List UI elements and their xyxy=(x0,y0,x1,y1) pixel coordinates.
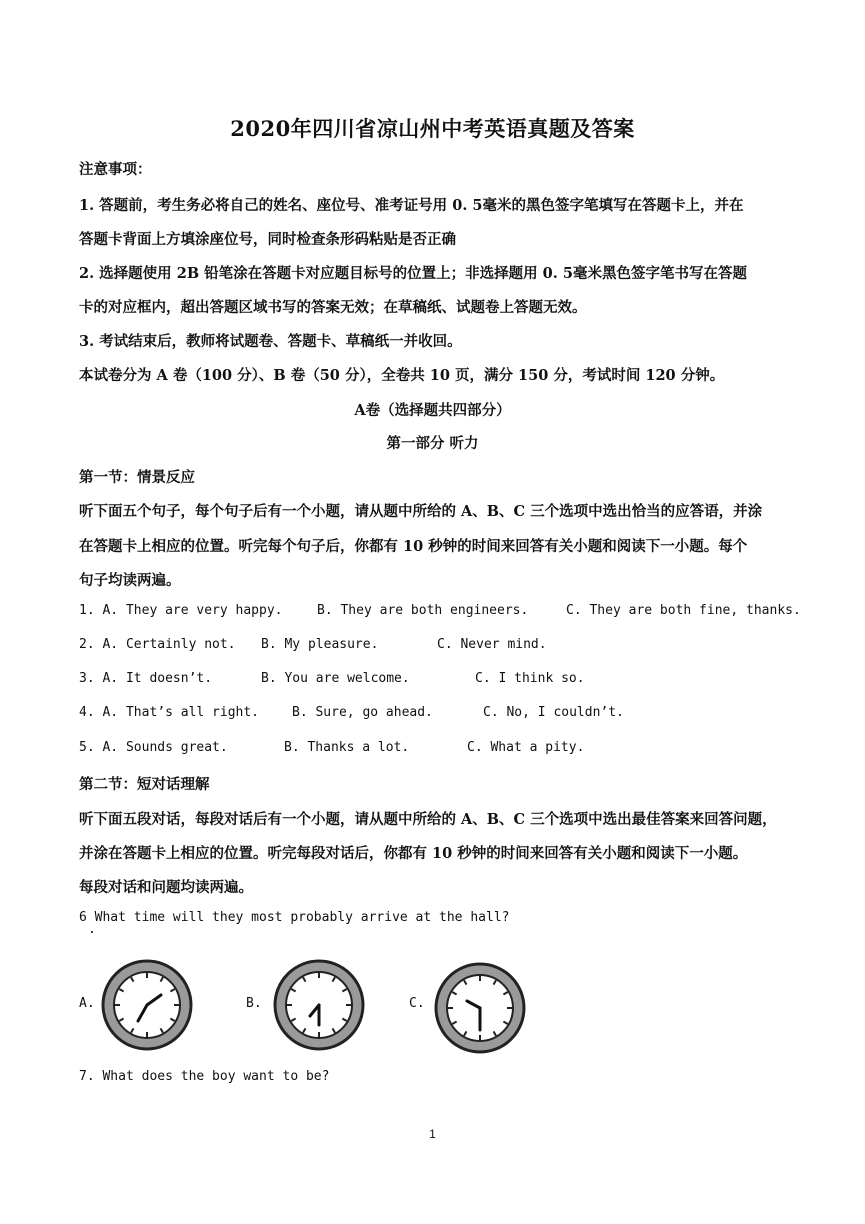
question-6-dot: . xyxy=(88,922,96,937)
notice-heading: 注意事项： xyxy=(79,161,152,178)
clock-label-c: C. xyxy=(409,996,425,1011)
section-2-instructions-line-2: 并涂在答题卡上相应的位置。听完每段对话后，你都有 10 秒钟的时间来回答有关小题和阅读下一小题。 xyxy=(79,845,748,862)
question-2-option-a: 2. A. Certainly not. xyxy=(79,637,236,652)
question-3-option-c: C. I think so. xyxy=(475,671,585,686)
question-5-option-a: 5. A. Sounds great. xyxy=(79,740,228,755)
question-3-option-b: B. You are welcome. xyxy=(261,671,410,686)
notice-item-2-line-2: 卡的对应框内，超出答题区域书写的答案无效；在草稿纸、试题卷上答题无效。 xyxy=(79,299,587,316)
clock-label-a: A. xyxy=(79,996,95,1011)
notice-item-1-line-1: 1. 答题前，考生务必将自己的姓名、座位号、准考证号用 0. 5毫米的黑色签字笔填写在答题卡上，并在 xyxy=(79,197,744,214)
question-4-option-c: C. No, I couldn’t. xyxy=(483,705,624,720)
question-5-option-b: B. Thanks a lot. xyxy=(284,740,410,755)
page-title: 2020年四川省凉山州中考英语真题及答案 xyxy=(230,116,635,141)
clock-label-b: B. xyxy=(246,996,262,1011)
question-2-option-c: C. Never mind. xyxy=(437,637,547,652)
clock-a-image xyxy=(100,958,194,1052)
section-1-instructions-line-1: 听下面五个句子，每个句子后有一个小题，请从题中所给的 A、B、C 三个选项中选出恰当的应答语，并涂 xyxy=(79,503,763,520)
question-1-option-a: 1. A. They are very happy. xyxy=(79,603,283,618)
notice-item-2-line-1: 2. 选择题使用 2B 铅笔涂在答题卡对应题目标号的位置上；非选择题用 0. 5毫米黑色签字笔书写在答题 xyxy=(79,265,747,282)
question-1-option-b: B. They are both engineers. xyxy=(317,603,529,618)
question-7: 7. What does the boy want to be? xyxy=(79,1069,330,1084)
clock-b-image xyxy=(272,958,366,1052)
volume-a-heading: A卷（选择题共四部分） xyxy=(354,402,511,419)
question-2-option-b: B. My pleasure. xyxy=(261,637,379,652)
exam-info: 本试卷分为 A 卷（100 分）、B 卷（50 分），全卷共 10 页，满分 150 分，考试时间 120 分钟。 xyxy=(79,367,725,384)
question-1-option-c: C. They are both fine, thanks. xyxy=(566,603,801,618)
question-4-option-a: 4. A. That’s all right. xyxy=(79,705,260,720)
section-2-instructions-line-3: 每段对话和问题均读两遍。 xyxy=(79,879,253,896)
notice-item-3: 3. 考试结束后，教师将试题卷、答题卡、草稿纸一并收回。 xyxy=(79,333,462,350)
clock-c-image xyxy=(433,961,527,1055)
notice-item-1-line-2: 答题卡背面上方填涂座位号，同时检查条形码粘贴是否正确 xyxy=(79,231,456,248)
section-2-heading: 第二节：短对话理解 xyxy=(79,776,210,793)
section-1-instructions-line-3: 句子均读两遍。 xyxy=(79,572,181,589)
question-3-option-a: 3. A. It doesn’t. xyxy=(79,671,213,686)
section-1-heading: 第一节：情景反应 xyxy=(79,469,195,486)
question-6: 6 What time will they most probably arrive at the hall? xyxy=(79,910,510,925)
section-1-instructions-line-2: 在答题卡上相应的位置。听完每个句子后，你都有 10 秒钟的时间来回答有关小题和阅读下一小题。每个 xyxy=(79,538,748,555)
question-5-option-c: C. What a pity. xyxy=(467,740,585,755)
part-1-heading: 第一部分 听力 xyxy=(386,435,479,452)
page-number: 1 xyxy=(429,1127,436,1141)
section-2-instructions-line-1: 听下面五段对话，每段对话后有一个小题，请从题中所给的 A、B、C 三个选项中选出最佳答案来回答问题， xyxy=(79,811,777,828)
question-4-option-b: B. Sure, go ahead. xyxy=(292,705,433,720)
